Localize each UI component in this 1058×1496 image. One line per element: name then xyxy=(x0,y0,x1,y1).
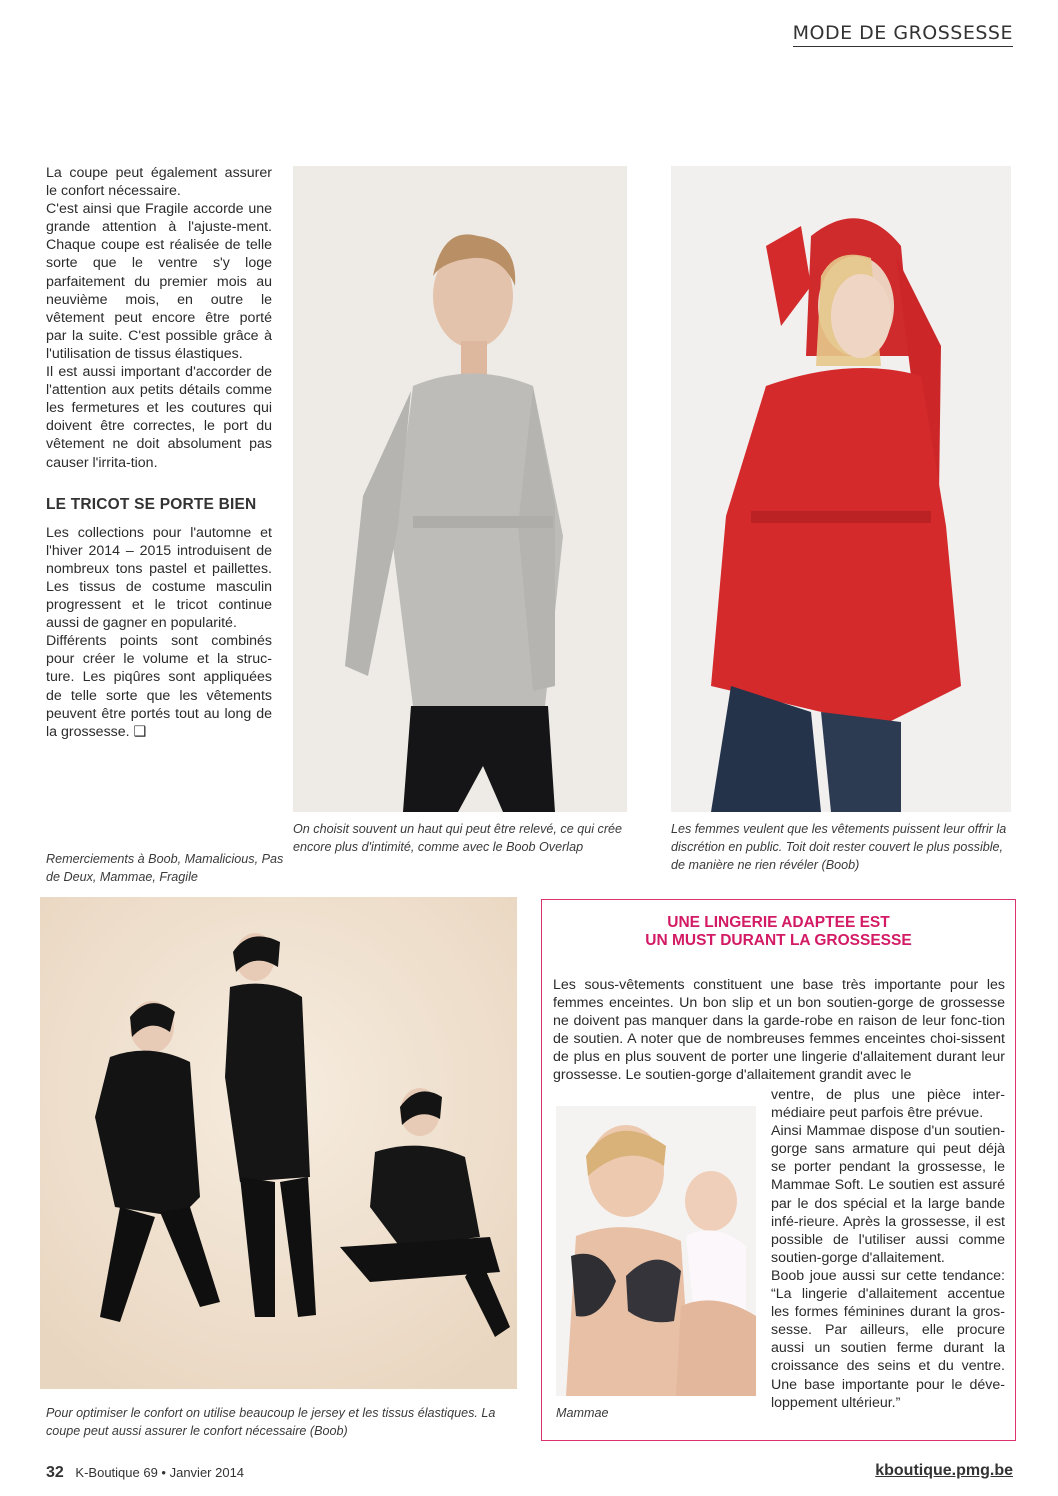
photo-grey-sweater xyxy=(293,166,627,812)
photo-mammae xyxy=(556,1106,756,1396)
box-title xyxy=(542,914,1015,950)
paragraph: Il est aussi important d'accorder de l'attention aux petits détails comme les fermetures et les coutures qui doivent être correctes, le port du vêtement ne doit absolument pas causer l'irrita-tion. xyxy=(46,364,272,471)
caption-black-group: Pour optimiser le confort on utilise beaucoup le jersey et les tissus élastiques. La coupe peut aussi assurer le confort nécessaire (Boob) xyxy=(46,1406,496,1438)
paragraph: ventre, de plus une pièce inter-médiaire peut parfois être prévue. xyxy=(771,1087,1005,1122)
caption-grey-sweater: On choisit souvent un haut qui peut être relevé, ce qui crée encore plus d'intimité, comme avec le Boob Overlap xyxy=(293,822,623,854)
box-title-line: UN MUST DURANT LA GROSSESSE xyxy=(645,932,912,949)
photo-red-hoodie xyxy=(671,166,1011,812)
credits-caption: Remerciements à Boob, Mamalicious, Pas de Deux, Mammae, Fragile xyxy=(46,852,284,884)
box-text-right xyxy=(771,1086,1005,1412)
paragraph: Les collections pour l'automne et l'hiver 2014 – 2015 introduisent de nombreux tons pastel et paillettes. Les tissus de costume masculin progressent et le tricot continue aussi de gagner en popularité. xyxy=(46,524,272,632)
paragraph: Boob joue aussi sur cette tendance: “La lingerie d'allaitement accentue les formes féminines durant la gros-sesse. Par ailleurs, elle procure aussi un soutien ferme durant la croissance des seins et du ventre. Une base importante pour le déve-loppement ultérieur.” xyxy=(771,1267,1005,1411)
box-text-full xyxy=(553,976,1005,1085)
paragraph: C'est ainsi que Fragile accorde une grande attention à l'ajuste-ment. Chaque coupe est réalisée de telle sorte que le ventre s'y loge parfaitement du premier mois au neuvième mois, en outre le vêtement peut encore être porté par la suite. C'est possible grâce à l'utilisation de tissus élastiques. xyxy=(46,201,272,362)
caption-red-hoodie: Les femmes veulent que les vêtements puissent leur offrir la discrétion en public. Toit doit rester couvert le plus possible, de manière ne rien révéler (Boob) xyxy=(671,822,1007,872)
left-column xyxy=(46,164,272,741)
box-title-line: UNE LINGERIE ADAPTEE EST xyxy=(667,914,890,931)
paragraph: Ainsi Mammae dispose d'un soutien-gorge sans armature qui peut déjà se porter pendant la grossesse, le Mammae Soft. Le soutien est assuré par le dos spécial et la large bande infé-rieure. Après la grossesse, il est possible de l'utiliser aussi comme soutien-gorge d'allaitement. xyxy=(771,1123,1005,1266)
caption-mammae: Mammae xyxy=(556,1406,609,1420)
footer-issue xyxy=(46,1464,244,1482)
footer-site-link[interactable]: kboutique.pmg.be xyxy=(875,1462,1013,1479)
issue-label: K-Boutique 69 • Janvier 2014 xyxy=(75,1465,245,1480)
photo-black-group xyxy=(40,897,517,1389)
paragraph: Les sous-vêtements constituent une base très importante pour les femmes enceintes. Un bon slip et un bon soutien-gorge de grossesse ne doivent pas manquer dans la garde-robe en raison de leur fonc-tion de soutien. A noter que de nombreuses femmes enceintes choi-sissent de plus en plus souvent de porter une lingerie d'allaitement durant leur grossesse. Le soutien-gorge d'allaitement grandit avec le xyxy=(553,977,1005,1084)
lingerie-box xyxy=(541,899,1016,1441)
page-number: 32 xyxy=(46,1464,64,1481)
paragraph: Différents points sont combinés pour créer le volume et la struc-ture. Les piqûres sont appliquées de telle sorte que les vêtements peuvent être portés tout au long de la grossesse. ❑ xyxy=(46,633,272,740)
section-label: MODE DE GROSSESSE xyxy=(793,22,1013,47)
subheading: LE TRICOT SE PORTE BIEN xyxy=(46,495,257,513)
paragraph: La coupe peut également assurer le confort nécessaire. xyxy=(46,165,272,200)
